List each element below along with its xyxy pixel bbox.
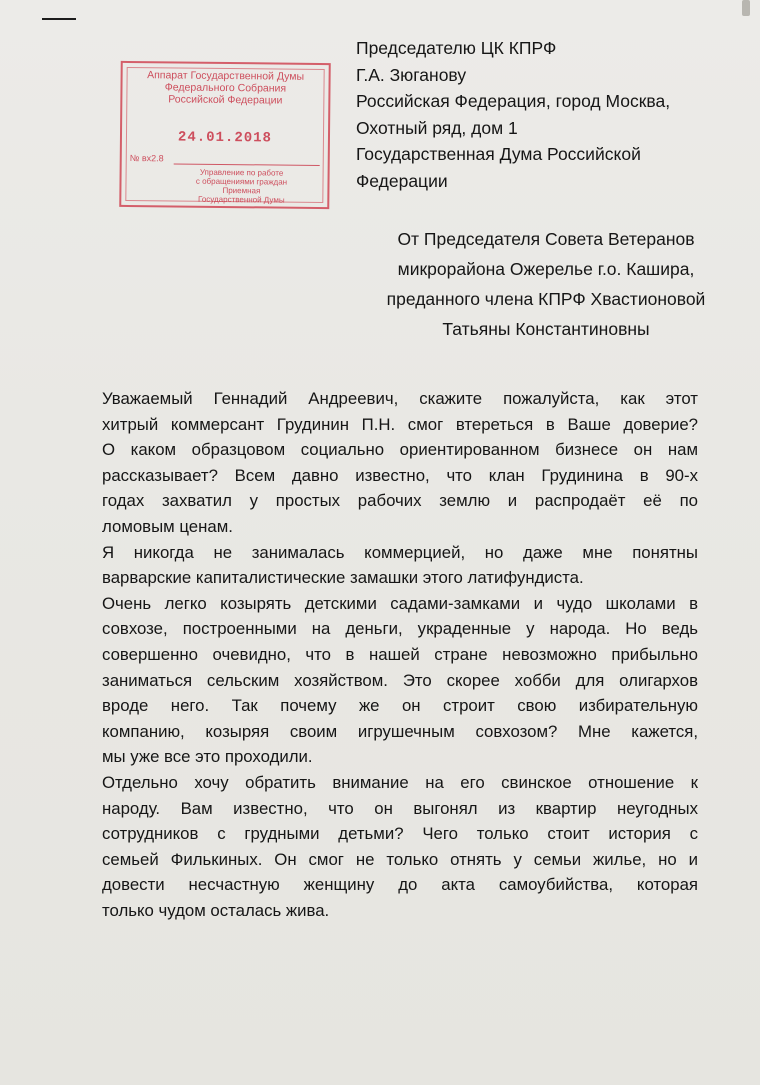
stamp-number-line [174,163,320,166]
stamp-number-row [130,153,320,169]
sender-line: Татьяны Константиновны [442,319,650,339]
body-line: ломовым ценам. [102,516,233,536]
sender-line: преданного члена КПРФ Хвастионовой [386,289,706,309]
body-line: народу. Вам известно, что он выгонял из квартир неугодных [102,798,698,818]
body-line: Я никогда не занималась коммерцией, но даже мне понятны [102,542,698,562]
body-line: сотрудников с грудными детьми? Чего только стоит история с [102,824,698,844]
body-line: только чудом осталась жива. [102,900,330,920]
stamp-header-line: Аппарат Государственной Думы [147,69,305,83]
body-line: мы уже все это проходили. [102,747,313,767]
stamp-footer-line: Управление по работе [199,167,284,178]
registration-stamp [119,61,331,209]
body-line: рассказывает? Всем давно известно, что клан Грудинина в 90-х [102,465,698,485]
body-line: хитрый коммерсант Грудинин П.Н. смог втереться в Ваше доверие? [102,414,698,434]
body-line: годах захватил у простых рабочих землю и распродаёт её по [102,491,698,511]
body-line: варварские капиталистические замашки этого латифундиста. [102,568,584,588]
stamp-number-label: № вх2.8 [129,153,164,164]
body-line: довести несчастную женщину до акта самоубийства, которая [102,875,698,895]
body-line: семьей Филькиных. Он смог не только отнять у семьи жилье, но и [102,849,698,869]
letter-body [102,386,698,923]
addressee-line: Охотный ряд, дом 1 [356,117,518,138]
addressee-line: Государственная Дума Российской [356,144,641,164]
body-line: компанию, козыряя своим игрушечным совхозом? Мне кажется, [102,721,698,741]
sender-block [356,224,736,344]
addressee-line: Г.А. Зюганову [356,64,467,85]
corner-pen-mark [42,18,76,20]
body-line: О каком образцовом социально ориентированном бизнесе он нам [102,440,698,460]
body-line: вроде него. Так почему же он строит свою избирательную [102,696,698,716]
edge-mark [742,0,750,16]
stamp-header-line: Российской Федерации [168,93,283,107]
addressee-line: Федерации [356,170,448,191]
stamp-header [128,69,322,107]
stamp-date: 24.01.2018 [177,129,273,147]
body-line: Очень легко козырять детскими садами-замками и чудо школами в [102,593,698,613]
stamp-footer [161,167,321,205]
stamp-footer-line: Государственной Думы [197,194,285,205]
addressee-line: Председателю ЦК КПРФ [356,38,557,58]
addressee-block [356,35,716,194]
body-line: заниматься сельским хозяйством. Это скорее хобби для олигархов [102,670,698,690]
body-line: Уважаемый Геннадий Андреевич, скажите пожалуйста, как этот [102,389,698,408]
stamp-header-line: Федерального Собрания [164,81,287,95]
body-line: Отдельно хочу обратить внимание на его свинское отношение к [102,772,698,792]
body-line: совершенно очевидно, что в нашей стране невозможно прибыльно [102,644,698,664]
stamp-footer-line: с обращениями граждан [195,176,288,187]
body-line: совхозе, построенными на деньги, украденные у народа. Но ведь [102,619,698,639]
stamp-footer-line: Приемная [222,185,261,196]
sender-line: От Председателя Совета Ветеранов [397,229,695,249]
addressee-line: Российская Федерация, город Москва, [356,91,671,111]
sender-line: микрорайона Ожерелье г.о. Кашира, [397,259,695,279]
